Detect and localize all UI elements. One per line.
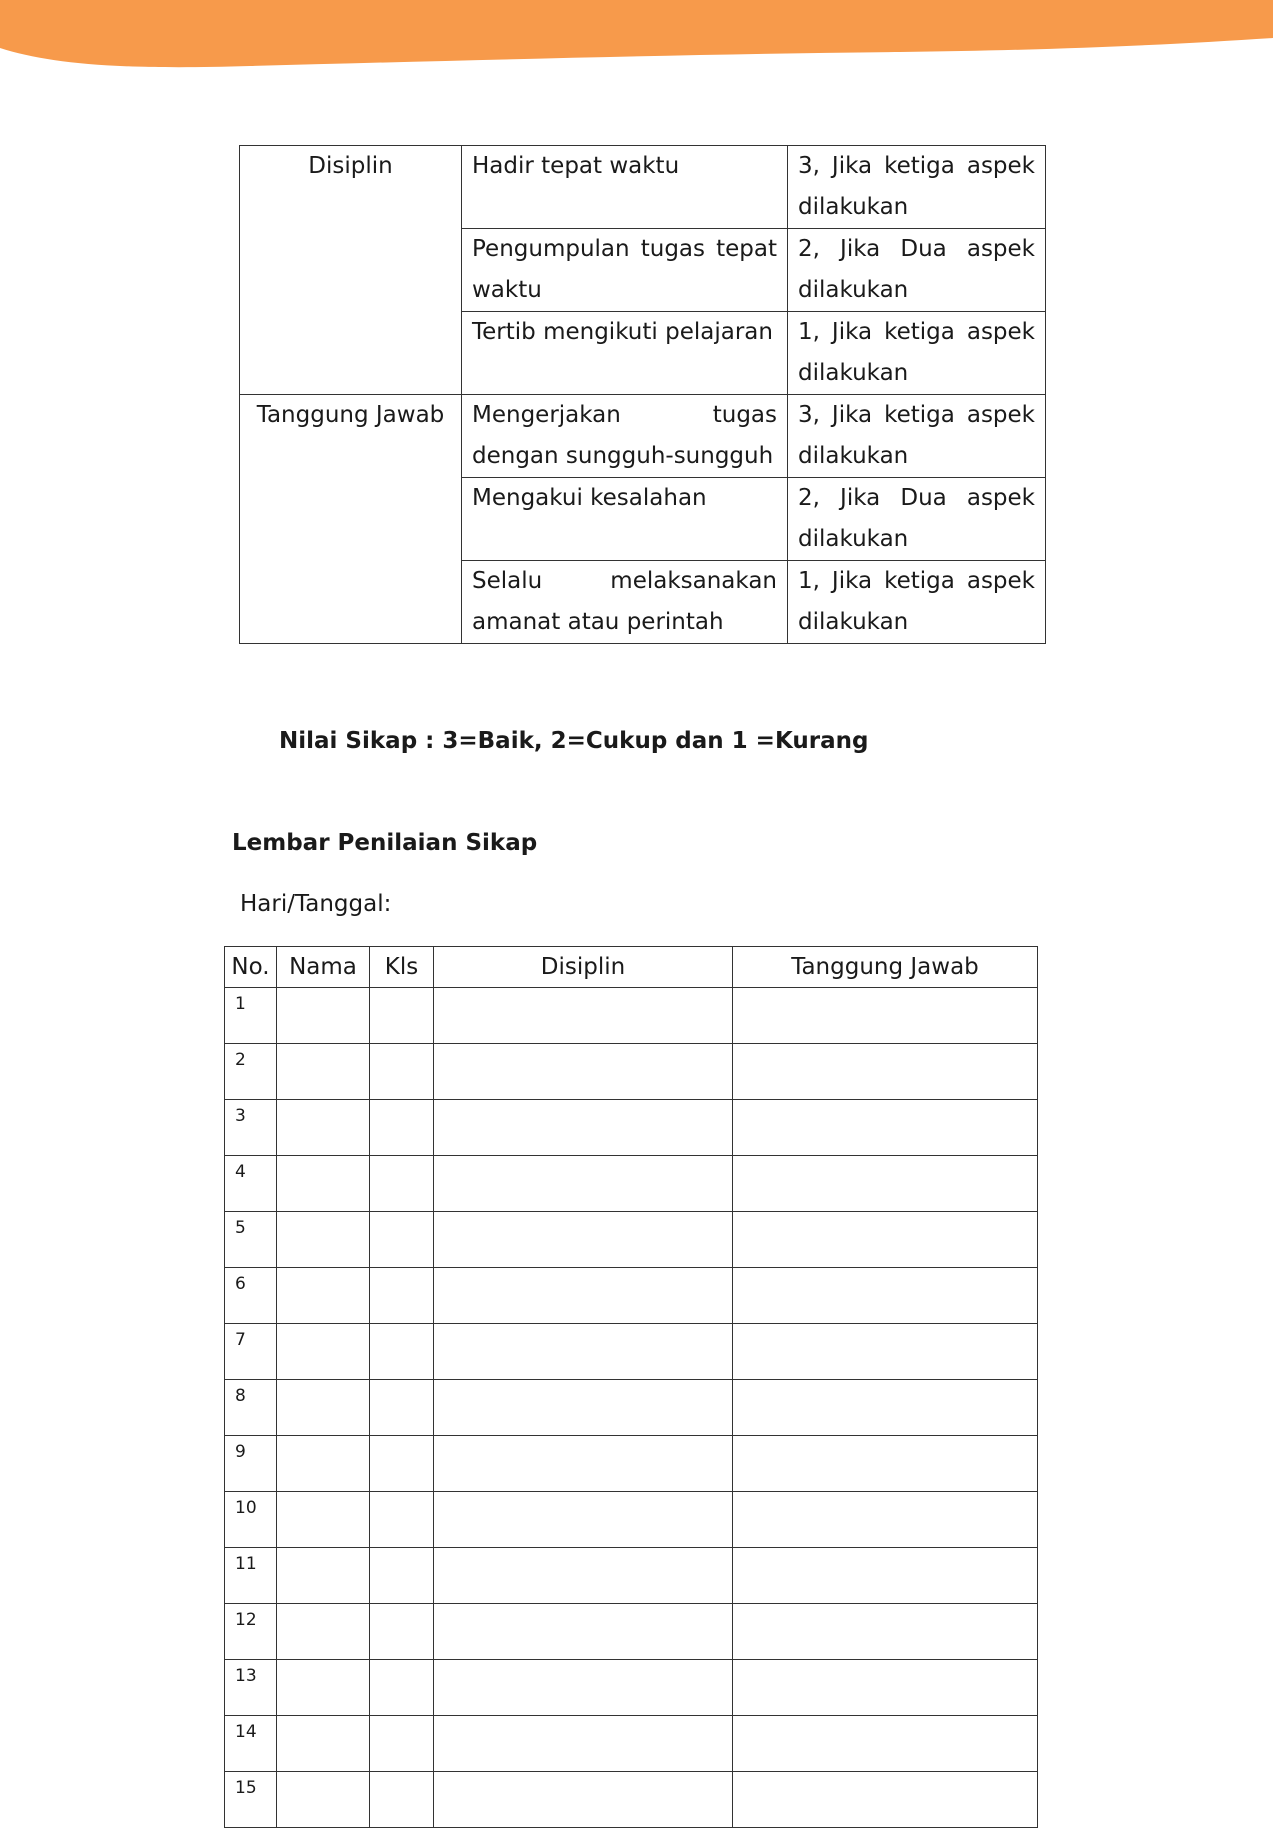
table-row (225, 1548, 1038, 1604)
tanggung-jawab-cell[interactable] (733, 1716, 1038, 1772)
top-wave-decoration (0, 0, 1273, 80)
disiplin-cell[interactable] (434, 988, 733, 1044)
tanggung-jawab-cell[interactable] (733, 1436, 1038, 1492)
assessment-table (224, 946, 1038, 1828)
tanggung-jawab-cell[interactable] (733, 1268, 1038, 1324)
nama-cell[interactable] (277, 1380, 370, 1436)
criteria-tail: dilakukan (798, 277, 909, 303)
header-no: No. (225, 947, 277, 988)
score-legend: Nilai Sikap : 3=Baik, 2=Cukup dan 1 =Kurang (279, 728, 869, 754)
num-cell: 5 (225, 1212, 277, 1268)
nama-cell[interactable] (277, 1324, 370, 1380)
criteria-score: 3, Jika ketiga aspek (798, 402, 1035, 428)
kls-cell[interactable] (370, 1660, 434, 1716)
tanggung-jawab-cell[interactable] (733, 988, 1038, 1044)
tanggung-jawab-cell[interactable] (733, 1156, 1038, 1212)
nama-cell[interactable] (277, 1604, 370, 1660)
disiplin-cell[interactable] (434, 1044, 733, 1100)
kls-cell[interactable] (370, 1436, 434, 1492)
num-cell: 12 (225, 1604, 277, 1660)
criteria-cell (788, 312, 1046, 395)
kls-cell[interactable] (370, 1324, 434, 1380)
nama-cell[interactable] (277, 1156, 370, 1212)
num-cell: 6 (225, 1268, 277, 1324)
disiplin-cell[interactable] (434, 1324, 733, 1380)
num-cell: 7 (225, 1324, 277, 1380)
criteria-tail: dilakukan (798, 443, 909, 469)
table-row (240, 395, 1046, 478)
nama-cell[interactable] (277, 1212, 370, 1268)
disiplin-cell[interactable] (434, 1100, 733, 1156)
nama-cell[interactable] (277, 1100, 370, 1156)
disiplin-cell[interactable] (434, 1156, 733, 1212)
criteria-score: 1, Jika ketiga aspek (798, 568, 1035, 594)
tanggung-jawab-cell[interactable] (733, 1212, 1038, 1268)
num-cell: 4 (225, 1156, 277, 1212)
tanggung-jawab-cell[interactable] (733, 1100, 1038, 1156)
indicator-cell: Mengakui kesalahan (462, 478, 788, 561)
kls-cell[interactable] (370, 1548, 434, 1604)
num-cell: 3 (225, 1100, 277, 1156)
disiplin-cell[interactable] (434, 1268, 733, 1324)
table-row (225, 1212, 1038, 1268)
nama-cell[interactable] (277, 1268, 370, 1324)
criteria-tail: dilakukan (798, 360, 909, 386)
criteria-cell (788, 229, 1046, 312)
nama-cell[interactable] (277, 1436, 370, 1492)
num-cell: 15 (225, 1772, 277, 1828)
tanggung-jawab-cell[interactable] (733, 1380, 1038, 1436)
disiplin-cell[interactable] (434, 1436, 733, 1492)
indicator-cell: Mengerjakan tugas dengan sungguh-sungguh (462, 395, 788, 478)
tanggung-jawab-cell[interactable] (733, 1044, 1038, 1100)
num-cell: 10 (225, 1492, 277, 1548)
disiplin-cell[interactable] (434, 1548, 733, 1604)
sheet-title: Lembar Penilaian Sikap (232, 830, 538, 856)
indicator-cell: Hadir tepat waktu (462, 146, 788, 229)
disiplin-cell[interactable] (434, 1380, 733, 1436)
header-row (225, 947, 1038, 988)
indicator-cell: Tertib mengikuti pelajaran (462, 312, 788, 395)
table-row (225, 1492, 1038, 1548)
tanggung-jawab-cell[interactable] (733, 1492, 1038, 1548)
criteria-tail: dilakukan (798, 526, 909, 552)
num-cell: 13 (225, 1660, 277, 1716)
kls-cell[interactable] (370, 1268, 434, 1324)
table-row (225, 1436, 1038, 1492)
header-kls: Kls (370, 947, 434, 988)
criteria-cell (788, 395, 1046, 478)
table-row (225, 1716, 1038, 1772)
criteria-score: 2, Jika Dua aspek (798, 485, 1035, 511)
disiplin-cell[interactable] (434, 1492, 733, 1548)
tanggung-jawab-cell[interactable] (733, 1604, 1038, 1660)
kls-cell[interactable] (370, 1604, 434, 1660)
criteria-score: 2, Jika Dua aspek (798, 236, 1035, 262)
indicator-cell: Selalu melaksanakan amanat atau perintah (462, 561, 788, 644)
table-row (225, 1100, 1038, 1156)
nama-cell[interactable] (277, 1660, 370, 1716)
kls-cell[interactable] (370, 1716, 434, 1772)
table-row (225, 1380, 1038, 1436)
assessment-body (225, 988, 1038, 1828)
kls-cell[interactable] (370, 988, 434, 1044)
kls-cell[interactable] (370, 1044, 434, 1100)
tanggung-jawab-cell[interactable] (733, 1660, 1038, 1716)
criteria-tail: dilakukan (798, 194, 909, 220)
disiplin-cell[interactable] (434, 1716, 733, 1772)
date-field-label: Hari/Tanggal: (240, 891, 392, 917)
table-row (225, 1156, 1038, 1212)
num-cell: 14 (225, 1716, 277, 1772)
header-nama: Nama (277, 947, 370, 988)
table-row (240, 146, 1046, 229)
table-row (225, 1660, 1038, 1716)
aspect-cell: Tanggung Jawab (240, 395, 462, 644)
kls-cell[interactable] (370, 1492, 434, 1548)
num-cell: 11 (225, 1548, 277, 1604)
nama-cell[interactable] (277, 1492, 370, 1548)
nama-cell[interactable] (277, 1716, 370, 1772)
num-cell: 9 (225, 1436, 277, 1492)
num-cell: 1 (225, 988, 277, 1044)
num-cell: 2 (225, 1044, 277, 1100)
indicator-cell: Pengumpulan tugas tepat waktu (462, 229, 788, 312)
criteria-cell (788, 478, 1046, 561)
header-disiplin: Disiplin (434, 947, 733, 988)
nama-cell[interactable] (277, 1548, 370, 1604)
kls-cell[interactable] (370, 1380, 434, 1436)
disiplin-cell[interactable] (434, 1212, 733, 1268)
rubric-table (239, 145, 1046, 644)
tanggung-jawab-cell[interactable] (733, 1324, 1038, 1380)
criteria-cell (788, 561, 1046, 644)
criteria-score: 1, Jika ketiga aspek (798, 319, 1035, 345)
criteria-cell (788, 146, 1046, 229)
table-row (225, 1044, 1038, 1100)
criteria-tail: dilakukan (798, 609, 909, 635)
table-row (225, 988, 1038, 1044)
num-cell: 8 (225, 1380, 277, 1436)
nama-cell[interactable] (277, 1044, 370, 1100)
kls-cell[interactable] (370, 1156, 434, 1212)
tanggung-jawab-cell[interactable] (733, 1548, 1038, 1604)
nama-cell[interactable] (277, 988, 370, 1044)
disiplin-cell[interactable] (434, 1660, 733, 1716)
table-row (225, 1604, 1038, 1660)
table-row (225, 1324, 1038, 1380)
header-tanggung-jawab: Tanggung Jawab (733, 947, 1038, 988)
disiplin-cell[interactable] (434, 1604, 733, 1660)
table-row (225, 1268, 1038, 1324)
kls-cell[interactable] (370, 1100, 434, 1156)
criteria-score: 3, Jika ketiga aspek (798, 153, 1035, 179)
kls-cell[interactable] (370, 1212, 434, 1268)
aspect-cell: Disiplin (240, 146, 462, 395)
